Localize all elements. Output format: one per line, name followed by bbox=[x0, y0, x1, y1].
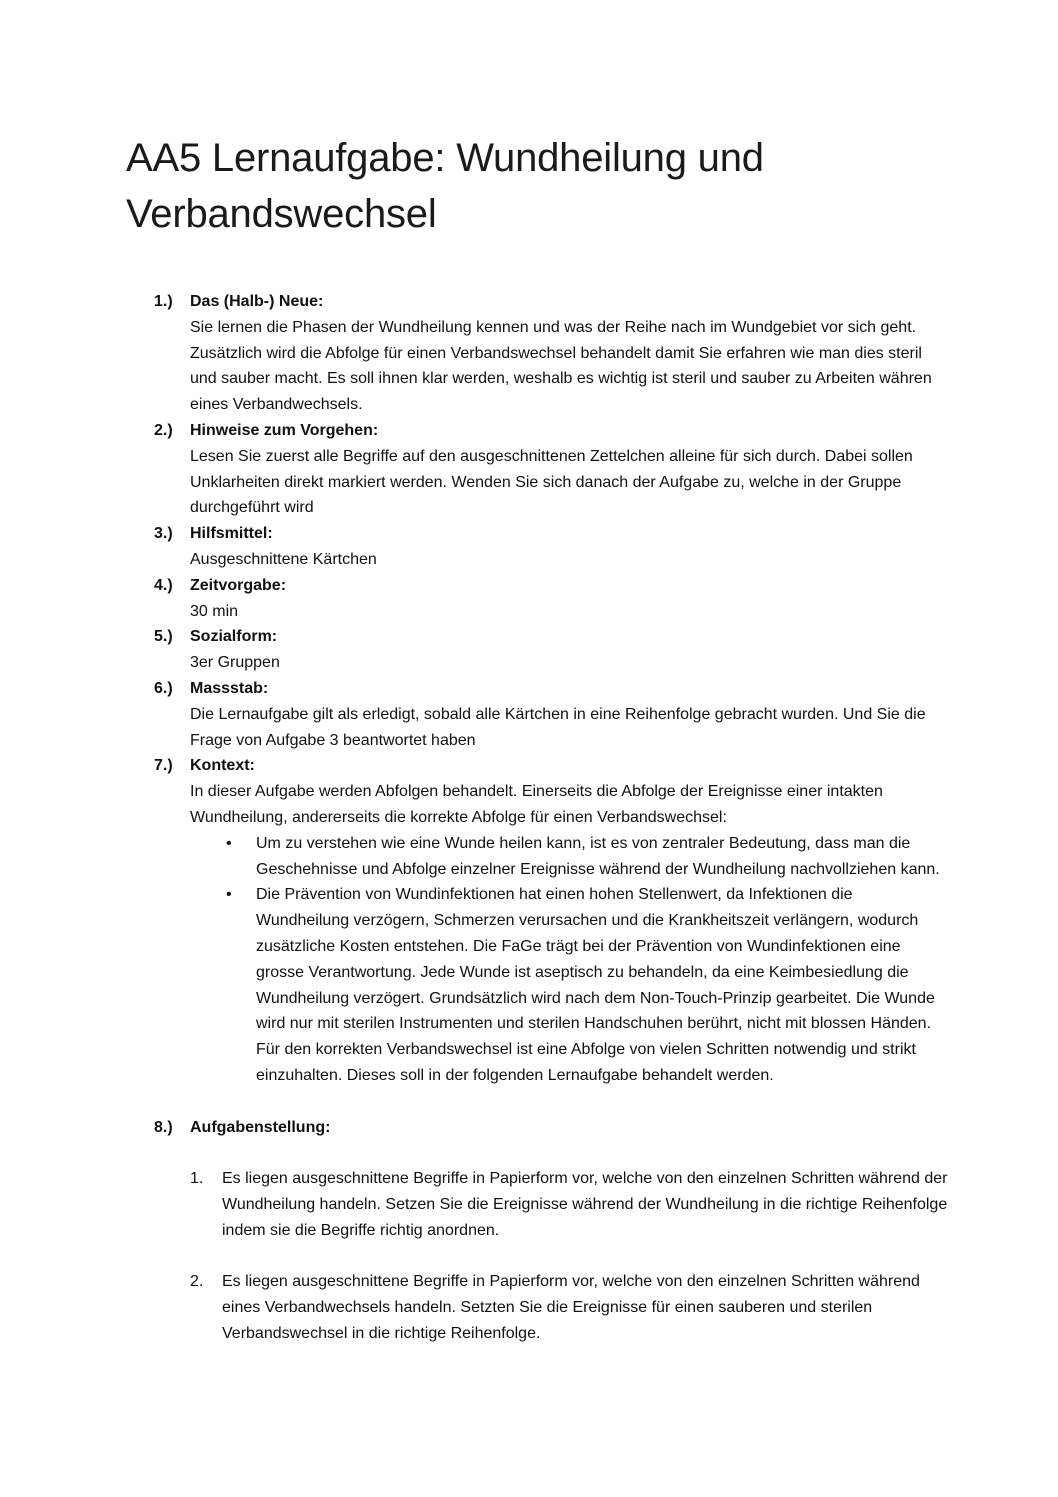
list-item bbox=[190, 1166, 948, 1243]
spacer bbox=[190, 1140, 948, 1166]
section-heading: Zeitvorgabe: bbox=[190, 576, 287, 594]
document-title: AA5 Lernaufgabe: Wundheilung und Verbandswechsel bbox=[126, 136, 764, 236]
list-item bbox=[190, 882, 948, 1088]
task-number: 1. bbox=[190, 1170, 204, 1188]
section-number: 2.) bbox=[154, 421, 173, 439]
bullet-icon: • bbox=[226, 834, 232, 852]
section-number: 5.) bbox=[154, 628, 173, 646]
section-text: Sie lernen die Phasen der Wundheilung kennen und was der Reihe nach im Wundgebiet vor sich geht. Zusätzlich wird die Abfolge für einen Verbandswechsel behandelt damit Sie erfahren wie man dies steril und sauber macht. Es soll ihnen klar werden, weshalb es wichtig ist steril und sauber zu Arbeiten währen eines Verbandwechsels. bbox=[190, 318, 932, 414]
section-neue bbox=[0, 289, 1058, 418]
section-text: Lesen Sie zuerst alle Begriffe auf den ausgeschnittenen Zettelchen alleine für sich durch. Dabei sollen Unklarheiten direkt markiert werden. Wenden Sie sich danach der Aufgabe zu, welche in der Gruppe durchgeführt wird bbox=[190, 447, 913, 517]
section-heading: Hinweise zum Vorgehen: bbox=[190, 421, 379, 439]
bullet-text: Die Prävention von Wundinfektionen hat einen hohen Stellenwert, da Infektionen die Wundheilung verzögern, Schmerzen verursachen und die Krankheitszeit verlängern, wodurch zusätzliche Kosten entstehen. Die FaGe trägt bei der Prävention von Wundinfektionen eine grosse Verantwortung. Jede Wunde ist aseptisch zu behandeln, da eine Keimbesiedlung die Wundheilung verzögert. Grundsätzlich wird nach dem Non-Touch-Prinzip gearbeitet. Die Wunde wird nur mit sterilen Instrumenten und sterilen Handschuhen berührt, nicht mit blossen Händen. Für den korrekten Verbandswechsel ist eine Abfolge von vielen Schritten notwendig und strikt einzuhalten. Dieses soll in der folgenden Lernaufgabe behandelt werden. bbox=[256, 886, 935, 1084]
section-heading: Das (Halb-) Neue: bbox=[190, 293, 324, 310]
task-number: 2. bbox=[190, 1273, 204, 1291]
section-hilfsmittel bbox=[0, 521, 1058, 573]
list-item bbox=[190, 1269, 948, 1346]
section-number: 6.) bbox=[154, 679, 173, 697]
task-text: Es liegen ausgeschnittene Begriffe in Papierform vor, welche von den einzelnen Schritten während der Wundheilung handeln. Setzen Sie die Ereignisse während der Wundheilung in die richtige Reihenfolge indem sie die Begriffe richtig anordnen. bbox=[222, 1170, 948, 1239]
section-number: 4.) bbox=[154, 576, 173, 594]
spacer bbox=[0, 1089, 1058, 1115]
section-hinweise bbox=[0, 418, 1058, 521]
section-aufgabenstellung bbox=[0, 1115, 1058, 1347]
bullet-text: Um zu verstehen wie eine Wunde heilen kann, ist es von zentraler Bedeutung, dass man die Geschehnisse und Abfolge einzelner Ereignisse während der Wundheilung nachvollziehen kann. bbox=[256, 834, 940, 878]
task-list bbox=[190, 1166, 948, 1347]
section-number: 3.) bbox=[154, 525, 173, 543]
section-text: 3er Gruppen bbox=[190, 654, 280, 672]
section-number: 8.) bbox=[154, 1118, 173, 1136]
section-number: 1.) bbox=[154, 293, 173, 310]
section-heading: Aufgabenstellung: bbox=[190, 1118, 331, 1136]
section-number: 7.) bbox=[154, 757, 173, 775]
list-item bbox=[190, 831, 948, 883]
bullet-icon: • bbox=[226, 886, 232, 904]
section-sozialform bbox=[0, 624, 1058, 676]
spacer bbox=[190, 1243, 948, 1269]
section-text: Ausgeschnittene Kärtchen bbox=[190, 550, 377, 568]
section-text: In dieser Aufgabe werden Abfolgen behandelt. Einerseits die Abfolge der Ereignisse einer intakten Wundheilung, andererseits die korrekte Abfolge für einen Verbandswechsel: bbox=[190, 783, 883, 826]
section-text: Die Lernaufgabe gilt als erledigt, sobald alle Kärtchen in eine Reihenfolge gebracht wurden. Und Sie die Frage von Aufgabe 3 beantwortet haben bbox=[190, 705, 926, 749]
section-kontext bbox=[0, 753, 1058, 1088]
section-text: 30 min bbox=[190, 602, 239, 620]
section-massstab bbox=[0, 676, 1058, 753]
section-heading: Hilfsmittel: bbox=[190, 525, 273, 543]
sections-list bbox=[0, 289, 1058, 1347]
section-heading: Sozialform: bbox=[190, 628, 278, 646]
task-text: Es liegen ausgeschnittene Begriffe in Papierform vor, welche von den einzelnen Schritten während eines Verbandwechsels handeln. Setzten Sie die Ereignisse für einen sauberen und sterilen Verbandswechsel in die richtige Reihenfolge. bbox=[222, 1273, 920, 1342]
section-zeitvorgabe bbox=[0, 573, 1058, 625]
section-heading: Kontext: bbox=[190, 757, 255, 775]
section-heading: Massstab: bbox=[190, 679, 269, 697]
bullet-list bbox=[190, 831, 948, 1089]
